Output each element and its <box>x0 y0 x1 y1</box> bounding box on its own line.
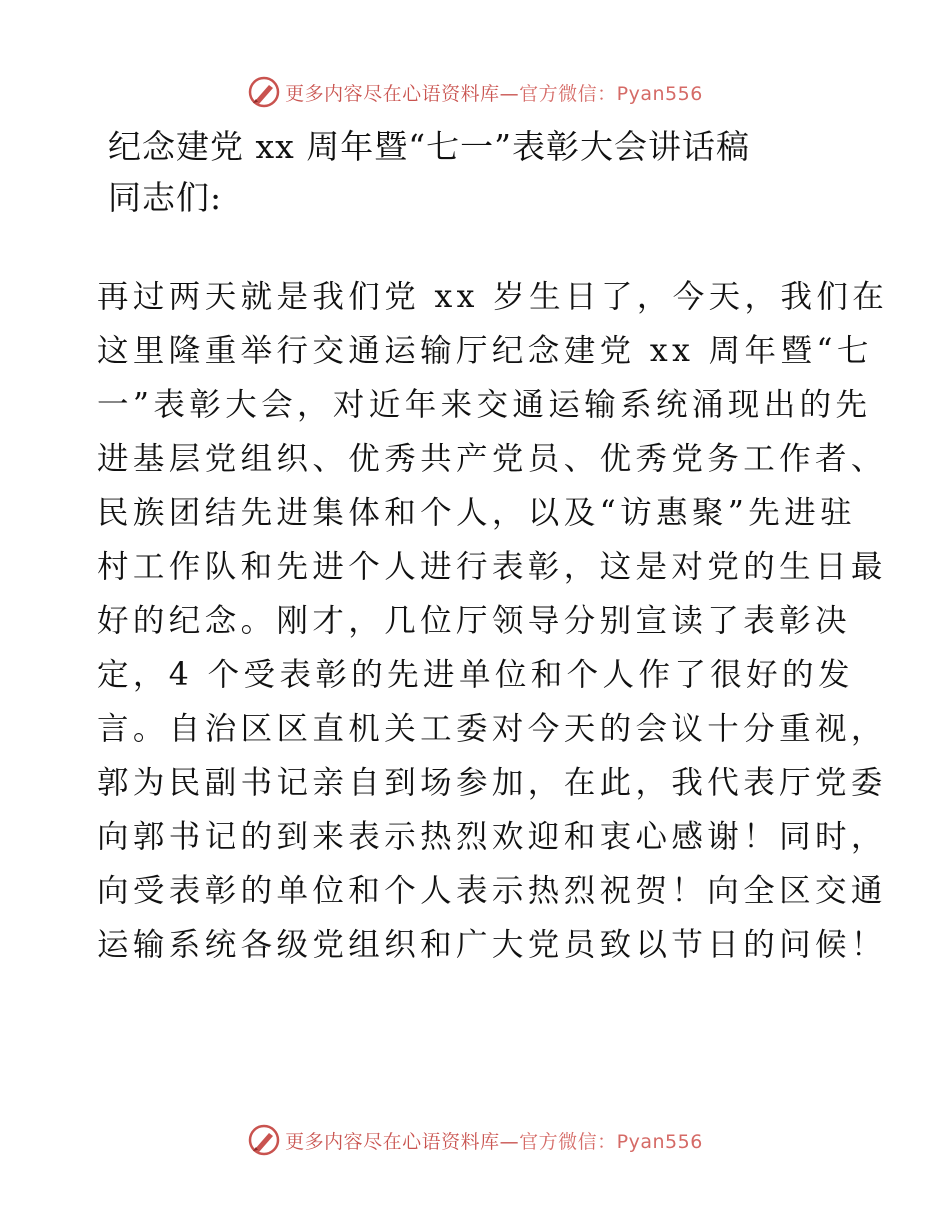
body-line: 向受表彰的单位和个人表示热烈祝贺！向全区交通 <box>97 873 887 909</box>
watermark-footer <box>0 1120 950 1160</box>
watermark-brand: 更多内容尽在心语资料库 <box>285 82 500 105</box>
body-line: 定，4 个受表彰的先进单位和个人作了很好的发 <box>97 657 854 693</box>
watermark-separator: — <box>499 82 520 105</box>
body-line: 这里隆重举行交通运输厅纪念建党 xx 周年暨“七 <box>97 333 873 369</box>
watermark-separator: — <box>499 1130 520 1153</box>
watermark-contact: 官方微信：Pyan556 <box>519 1130 703 1153</box>
body-line: 好的纪念。刚才，几位厅领导分别宣读了表彰决 <box>97 603 851 639</box>
salutation: 同志们: <box>108 178 223 217</box>
body-paragraph <box>97 270 897 972</box>
watermark-text <box>285 79 703 106</box>
pen-logo-icon <box>247 75 281 109</box>
body-line: 言。自治区区直机关工委对今天的会议十分重视， <box>97 711 887 747</box>
watermark-text <box>285 1127 703 1154</box>
body-line: 向郭书记的到来表示热烈欢迎和衷心感谢！同时， <box>97 819 887 855</box>
body-line: 郭为民副书记亲自到场参加，在此，我代表厅党委 <box>97 765 887 801</box>
body-line: 运输系统各级党组织和广大党员致以节日的问候！ <box>97 927 887 963</box>
watermark-contact: 官方微信：Pyan556 <box>519 82 703 105</box>
body-line: 村工作队和先进个人进行表彰，这是对党的生日最 <box>97 549 887 585</box>
document-title: 纪念建党 xx 周年暨“七一”表彰大会讲话稿 <box>108 127 750 166</box>
body-line: 进基层党组织、优秀共产党员、优秀党务工作者、 <box>97 441 887 477</box>
pen-logo-icon <box>247 1123 281 1157</box>
body-line: 一”表彰大会，对近年来交通运输系统涌现出的先 <box>97 387 872 423</box>
body-line: 再过两天就是我们党 xx 岁生日了，今天，我们在 <box>97 279 889 315</box>
watermark-brand: 更多内容尽在心语资料库 <box>285 1130 500 1153</box>
body-line: 民族团结先进集体和个人，以及“访惠聚”先进驻 <box>97 495 857 531</box>
watermark-header <box>0 72 950 112</box>
